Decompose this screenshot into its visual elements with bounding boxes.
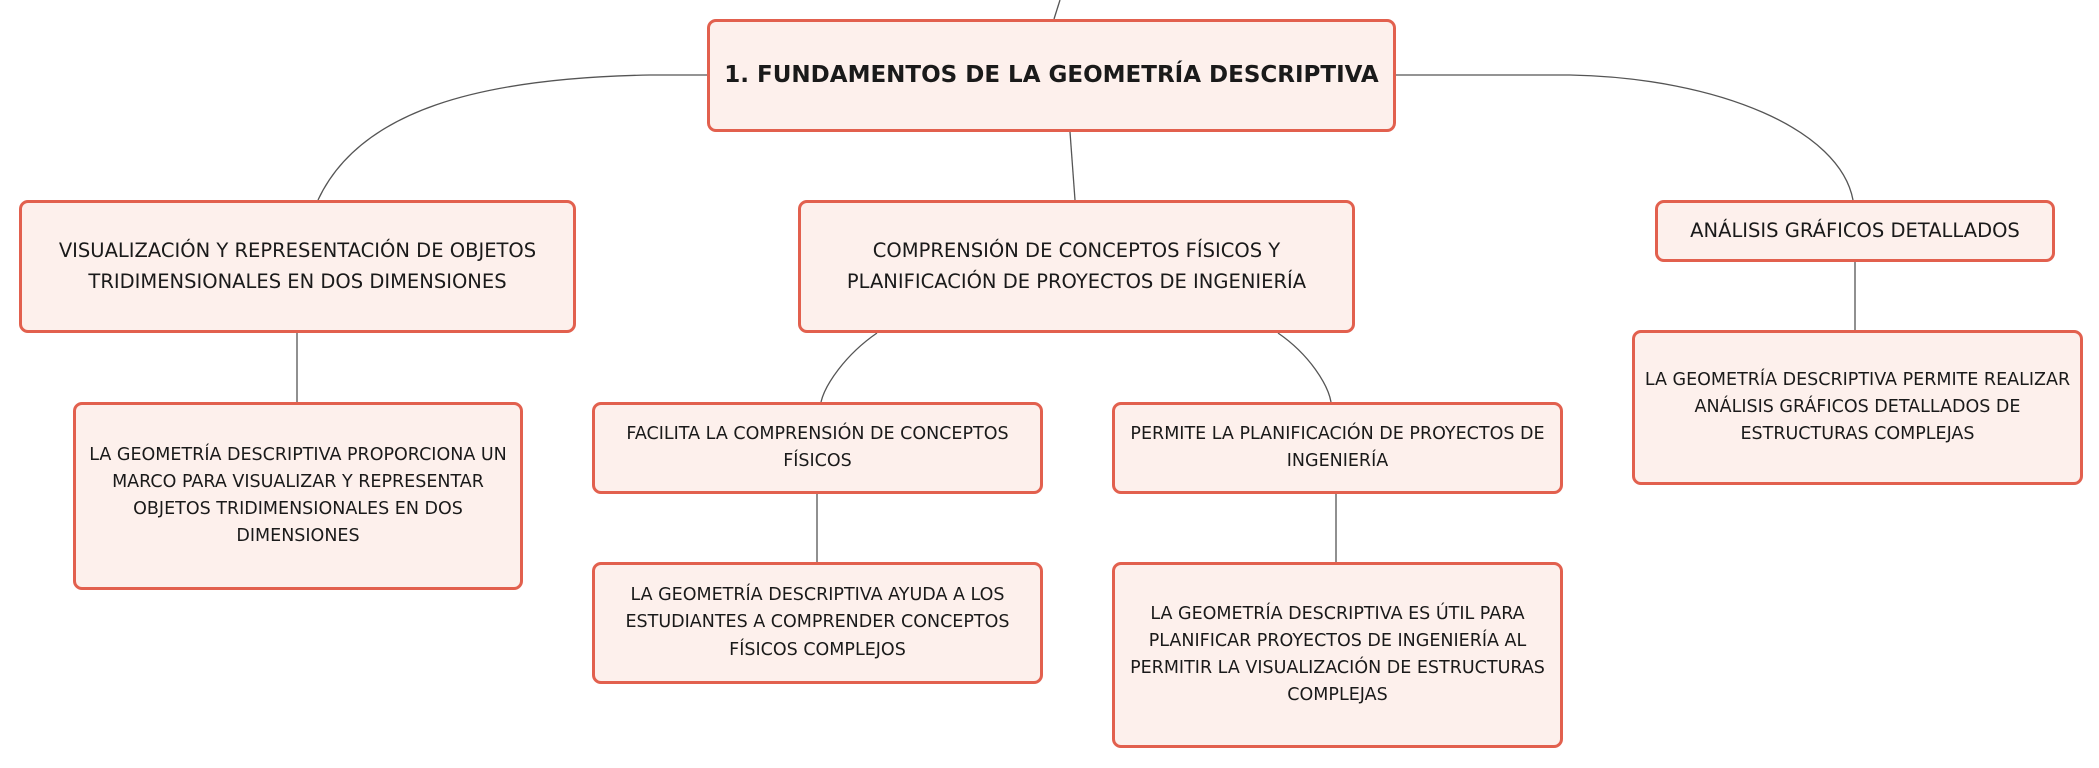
- subtopic-node-label: PERMITE LA PLANIFICACIÓN DE PROYECTOS DE INGENIERÍA: [1130, 423, 1545, 471]
- detail-node-visualizacion[interactable]: [73, 402, 523, 590]
- root-node-label: 1. FUNDAMENTOS DE LA GEOMETRÍA DESCRIPTIVA: [724, 61, 1379, 88]
- detail-node-label: LA GEOMETRÍA DESCRIPTIVA AYUDA A LOS ESTUDIANTES A COMPRENDER CONCEPTOS FÍSICOS COMPLEJOS: [625, 585, 1010, 660]
- connector-parent-to-root: [1054, 0, 1060, 19]
- connector-comprension-to-facilita: [821, 333, 877, 402]
- branch-node-label: ANÁLISIS GRÁFICOS DETALLADOS: [1690, 218, 2020, 242]
- detail-node-label: LA GEOMETRÍA DESCRIPTIVA PERMITE REALIZAR ANÁLISIS GRÁFICOS DETALLADOS DE ESTRUCTURAS COMPLEJAS: [1644, 369, 2071, 445]
- subtopic-node-permite[interactable]: [1112, 402, 1563, 494]
- connector-comprension-to-permite: [1278, 333, 1331, 402]
- branch-node-label: VISUALIZACIÓN Y REPRESENTACIÓN DE OBJETOS TRIDIMENSIONALES EN DOS DIMENSIONES: [58, 239, 537, 293]
- detail-node-facilita[interactable]: [592, 562, 1043, 684]
- root-node[interactable]: [707, 19, 1396, 132]
- detail-node-analisis[interactable]: [1632, 330, 2083, 485]
- detail-node-permite[interactable]: [1112, 562, 1563, 748]
- subtopic-node-facilita[interactable]: [592, 402, 1043, 494]
- detail-node-label: LA GEOMETRÍA DESCRIPTIVA PROPORCIONA UN MARCO PARA VISUALIZAR Y REPRESENTAR OBJETOS TRIDIMENSIONALES EN DOS DIMENSIONES: [89, 444, 507, 547]
- branch-node-analisis[interactable]: [1655, 200, 2055, 262]
- detail-node-label: LA GEOMETRÍA DESCRIPTIVA ES ÚTIL PARA PLANIFICAR PROYECTOS DE INGENIERÍA AL PERMITIR LA VISUALIZACIÓN DE ESTRUCTURAS COMPLEJAS: [1130, 603, 1545, 706]
- subtopic-node-label: FACILITA LA COMPRENSIÓN DE CONCEPTOS FÍSICOS: [626, 423, 1009, 471]
- branch-node-comprension[interactable]: [798, 200, 1355, 333]
- connector-root-to-visualizacion: [318, 75, 707, 200]
- branch-node-visualizacion[interactable]: [19, 200, 576, 333]
- connector-root-to-analisis: [1396, 75, 1853, 200]
- connector-root-to-comprension: [1070, 132, 1075, 200]
- branch-node-label: COMPRENSIÓN DE CONCEPTOS FÍSICOS Y PLANIFICACIÓN DE PROYECTOS DE INGENIERÍA: [846, 239, 1307, 293]
